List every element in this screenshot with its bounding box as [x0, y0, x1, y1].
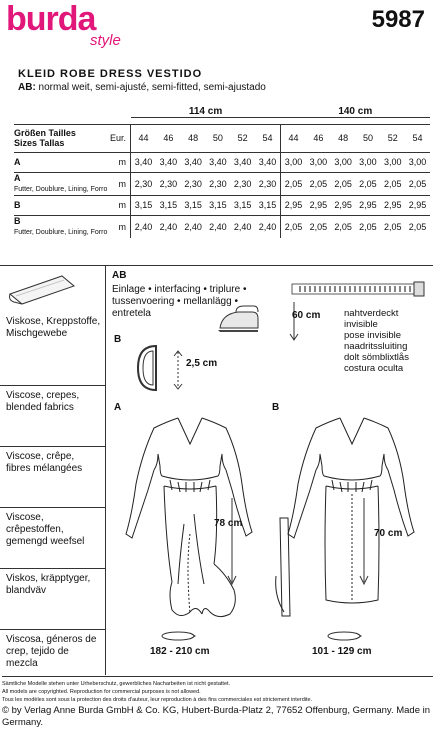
size-cell: 50	[206, 124, 231, 152]
pattern-title: KLEID ROBE DRESS VESTIDO	[18, 68, 203, 80]
length-b-arrow	[358, 498, 370, 588]
table-row: B Futter, Doublure, Lining, Forro m 2,40 2,40 2,40 2,40 2,40 2,40 2,05 2,05 2,05 2,05 2,05 2,05	[14, 215, 430, 238]
fabric-nl: Viscose, crêpestoffen, gemengd weefsel	[0, 508, 105, 569]
hem-b: 101 - 129 cm	[312, 646, 372, 657]
size-header-row	[14, 124, 430, 152]
size-cell: 46	[306, 124, 331, 152]
size-cell: 50	[356, 124, 381, 152]
zipper-icon	[290, 274, 428, 302]
hem-a-icon	[158, 630, 198, 642]
copyright-de: Sämtliche Modelle stehen unter Urheberschutz, gewerbliches Nacharbeiten ist nicht gestattet.	[2, 681, 231, 687]
subtitle-prefix: AB:	[18, 82, 36, 93]
size-unit: Eur.	[110, 124, 131, 152]
fabric-width-140: 140 cm	[281, 100, 430, 124]
belt-drawing	[270, 516, 300, 626]
table-row: A m 3,40 3,40 3,40 3,40 3,40 3,40 3,00 3,00 3,00 3,00 3,00 3,00	[14, 152, 430, 172]
iron-icon	[214, 304, 260, 336]
notions-ab-label: AB	[112, 270, 127, 281]
brand-sub: style	[90, 32, 121, 49]
size-label: Größen Tailles Sizes Tallas	[14, 124, 110, 152]
size-cell: 48	[331, 124, 356, 152]
model-number: 5987	[371, 6, 425, 33]
notions-and-views	[106, 265, 433, 675]
brand-name: burda	[6, 0, 96, 38]
d-ring-icon	[134, 344, 174, 392]
size-cell: 54	[255, 124, 280, 152]
length-b: 70 cm	[374, 528, 403, 539]
view-a-label: A	[114, 402, 122, 413]
view-b-label: B	[272, 402, 280, 413]
pattern-subtitle	[18, 82, 266, 93]
zipper-length: 60 cm	[292, 310, 321, 321]
fabric-fr: Viscose, crêpe, fibres mélangées	[0, 447, 105, 508]
fabric-width-row	[14, 100, 430, 124]
size-cell: 44	[131, 124, 156, 152]
fabric-de: Viskose, Kreppstoffe, Mischgewebe	[0, 266, 105, 386]
burda-logo	[6, 0, 121, 49]
zipper-text: nahtverdeckt invisible pose invisible naadritssluiting dolt sömblixtlås costura oculta	[344, 308, 409, 374]
length-a-arrow	[226, 498, 238, 588]
size-cell: 48	[181, 124, 206, 152]
ring-size: 2,5 cm	[186, 358, 218, 369]
fabric-sv: Viskos, kräpptyger, blandväv	[0, 569, 105, 630]
copyright-en: All models are copyrighted. Reproduction for commercial purposes is not allowed.	[2, 689, 201, 695]
interfacing-text: Einlage • interfacing • triplure • tussenvoering • mellanlägg • entretela	[112, 284, 247, 319]
ring-size-arrow	[172, 350, 184, 390]
copyright-fr: Tous les modèles sont sous la protection des droits d'auteur, leur reproduction à des fins commerciales est strictement interdite.	[2, 697, 313, 703]
table-row: B m 3,15 3,15 3,15 3,15 3,15 3,15 2,95 2,95 2,95 2,95 2,95 2,95	[14, 195, 430, 215]
hem-b-icon	[324, 630, 364, 642]
size-cell: 52	[380, 124, 405, 152]
zipper-length-arrow	[290, 302, 310, 342]
size-cell: 54	[405, 124, 430, 152]
fabric-suggestions	[0, 265, 106, 675]
length-a: 78 cm	[214, 518, 243, 529]
hem-a: 182 - 210 cm	[150, 646, 210, 657]
subtitle-rest: normal weit, semi-ajusté, semi-fitted, semi-ajustado	[35, 82, 266, 93]
fabric-es: Viscosa, géneros de crep, tejido de mezcla	[6, 634, 97, 669]
size-cell: 44	[281, 124, 306, 152]
size-cell: 52	[230, 124, 255, 152]
header	[0, 0, 433, 62]
yardage-table	[14, 100, 430, 238]
fabric-en: Viscose, crepes, blended fabrics	[0, 386, 105, 447]
fabric-roll-icon	[6, 272, 76, 306]
fabric-width-114: 114 cm	[131, 100, 281, 124]
size-cell: 46	[156, 124, 181, 152]
notions-b-label: B	[114, 334, 122, 345]
table-row: A Futter, Doublure, Lining, Forro m 2,30 2,30 2,30 2,30 2,30 2,30 2,05 2,05 2,05 2,05 2,05 2,05	[14, 172, 430, 195]
copyright-footer	[2, 676, 433, 729]
publisher-line: © by Verlag Anne Burda GmbH & Co. KG, Hubert-Burda-Platz 2, 77652 Offenburg, Germany. Made in Germany.	[2, 705, 431, 728]
